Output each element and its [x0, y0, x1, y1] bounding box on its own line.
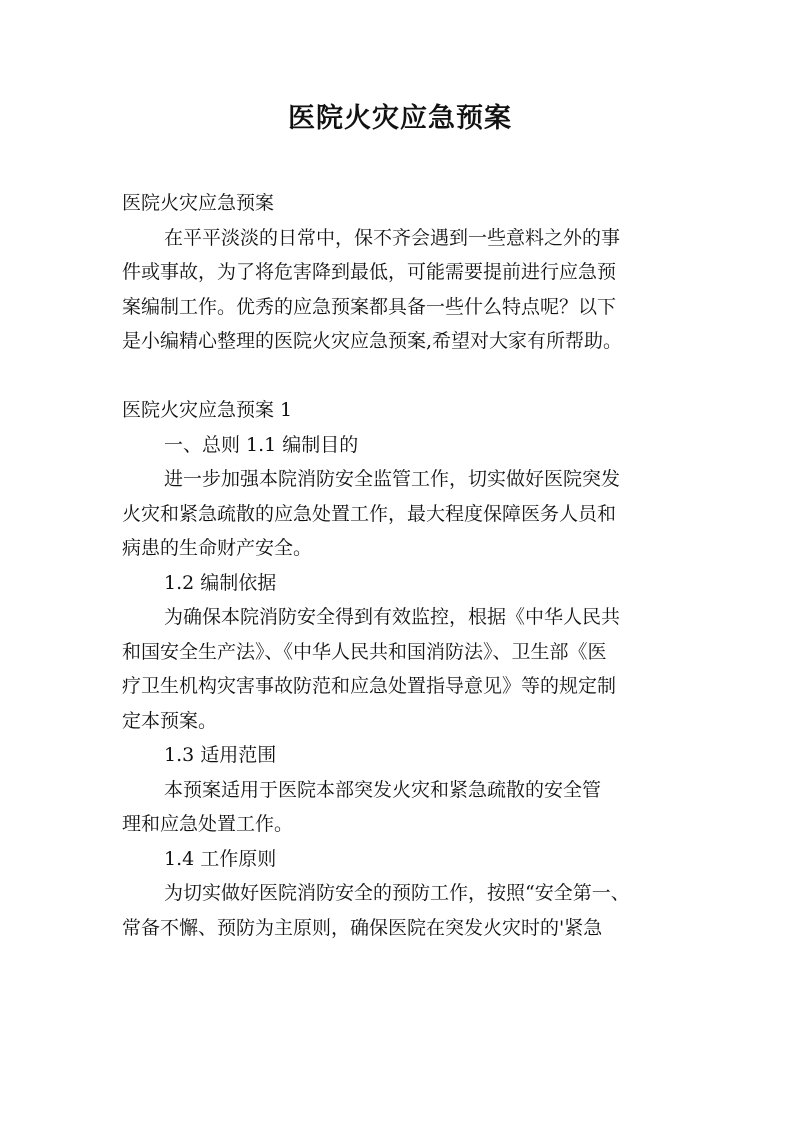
subsection-heading: 1.2 编制依据 — [164, 571, 277, 594]
subsection-heading: 一、总则 1.1 编制目的 — [164, 433, 359, 456]
paragraph-line: 是小编精心整理的医院火灾应急预案,希望对大家有所帮助。 — [122, 330, 623, 352]
section-heading: 医院火灾应急预案 1 — [122, 399, 293, 421]
paragraph-line: 病患的生命财产安全。 — [122, 537, 313, 559]
paragraph-line: 为切实做好医院消防安全的预防工作，按照“安全第一、 — [164, 882, 630, 904]
paragraph-line: 理和应急处置工作。 — [122, 813, 294, 835]
paragraph-line: 进一步加强本院消防安全监管工作，切实做好医院突发 — [164, 468, 621, 490]
paragraph-gap — [122, 359, 688, 394]
paragraph-line: 为确保本院消防安全得到有效监控，根据《中华人民共 — [164, 606, 621, 628]
paragraph-line: 在平平淡淡的日常中，保不齐会遇到一些意料之外的事 — [164, 226, 621, 249]
paragraph-line: 案编制工作。优秀的应急预案都具备一些什么特点呢？以下 — [122, 295, 617, 318]
paragraph-line: 疗卫生机构灾害事故防范和应急处置指导意见》等的规定制 — [122, 675, 617, 697]
subsection-heading: 1.4 工作原则 — [164, 847, 277, 870]
section-heading: 医院火灾应急预案 — [122, 192, 275, 214]
document-title: 医院火灾应急预案 — [288, 103, 512, 134]
paragraph-line: 定本预案。 — [122, 709, 218, 732]
paragraph-line: 本预案适用于医院本部突发火灾和紧急疏散的安全管 — [164, 778, 602, 801]
subsection-heading: 1.3 适用范围 — [164, 744, 277, 766]
paragraph-line: 常备不懈、预防为主原则，确保医院在突发火灾时的'紧急 — [122, 916, 603, 939]
paragraph-line: 火灾和紧急疏散的应急处置工作，最大程度保障医务人员和 — [122, 502, 617, 525]
paragraph-line: 件或事故，为了将危害降到最低，可能需要提前进行应急预 — [122, 261, 617, 283]
document-body — [122, 186, 688, 945]
paragraph-line: 和国安全生产法》、《中华人民共和国消防法》、卫生部《医 — [122, 640, 607, 663]
